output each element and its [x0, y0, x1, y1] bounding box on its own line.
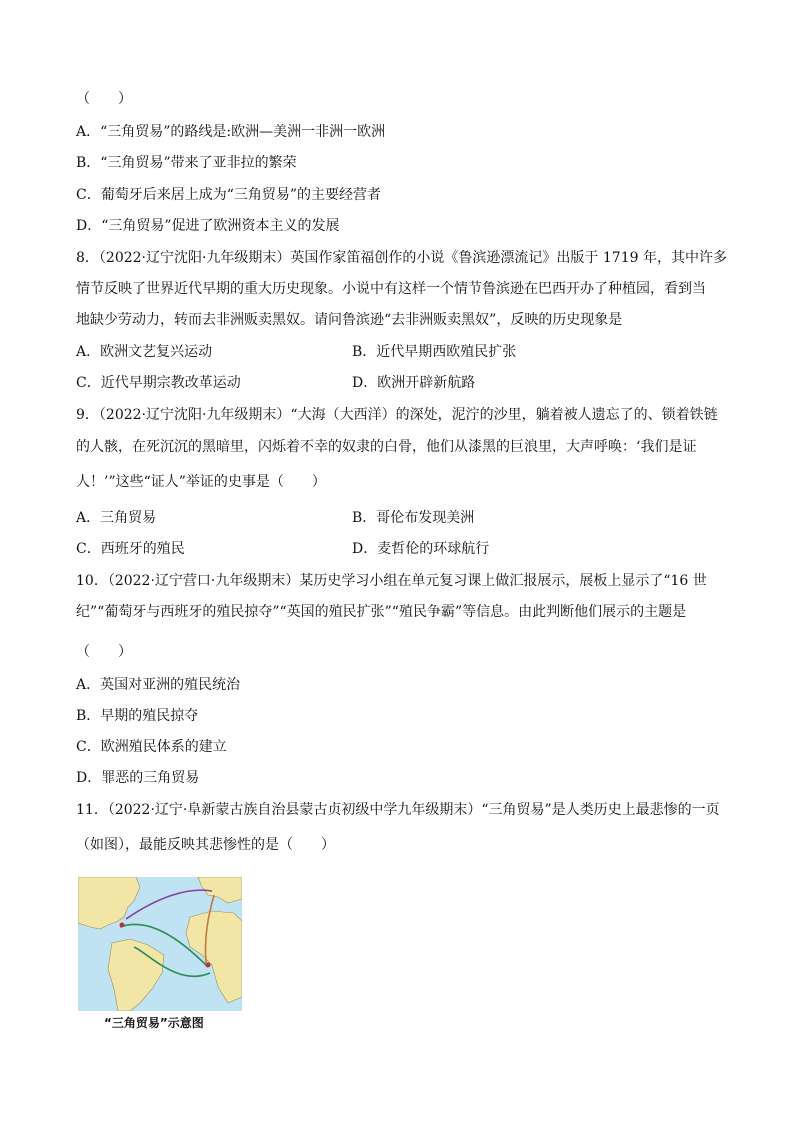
- q8-stem-line-1: 8．（2022·辽宁沈阳·九年级期末）英国作家笛福创作的小说《鲁滨逊漂流记》出版于 1719 年，其中许多: [76, 250, 727, 266]
- q10-option-c: C．欧洲殖民体系的建立: [76, 739, 227, 755]
- q11-stem-line-1: 11．（2022·辽宁·阜新蒙古族自治县蒙古贞初级中学九年级期末）“三角贸易”是人类历史上最悲惨的一页: [76, 802, 720, 818]
- q10-option-b: B．早期的殖民掠夺: [76, 708, 199, 724]
- q7-option-b: B．“三角贸易”带来了亚非拉的繁荣: [76, 155, 297, 171]
- q10-option-d: D．罪恶的三角贸易: [76, 770, 200, 786]
- q8-option-a: A．欧洲文艺复兴运动: [76, 344, 213, 360]
- q10-answer-paren: （ ）: [76, 644, 132, 660]
- q10-stem-line-2: 纪”“葡萄牙与西班牙的殖民掠夺”“英国的殖民扩张”“殖民争霸”等信息。由此判断他们展示的主题是: [76, 604, 687, 620]
- q7-option-c: C．葡萄牙后来居上成为“三角贸易”的主要经营者: [76, 187, 382, 203]
- q9-stem-line-1: 9．（2022·辽宁沈阳·九年级期末）“大海（大西洋）的深处，泥泞的沙里，躺着被人遗忘了的、锁着铁链: [76, 407, 718, 423]
- map-caption: “三角贸易”示意图: [104, 1016, 204, 1030]
- q11-stem-line-2: （如图），最能反映其悲惨性的是（ ）: [76, 837, 335, 853]
- q8-stem-line-3: 地缺少劳动力，转而去非洲贩卖黑奴。请问鲁滨逊“去非洲贩卖黑奴”，反映的历史现象是: [76, 312, 623, 328]
- q8-option-b: B．近代早期西欧殖民扩张: [352, 344, 517, 360]
- q10-option-a: A．英国对亚洲的殖民统治: [76, 677, 241, 693]
- q7-option-a: A．“三角贸易”的路线是:欧洲—美洲一非洲一欧洲: [76, 124, 386, 140]
- q9-option-c: C．西班牙的殖民: [76, 541, 185, 557]
- africa-port-marker: [206, 963, 211, 968]
- q7-answer-paren: （ ）: [76, 91, 132, 107]
- q9-option-d: D．麦哲伦的环球航行: [352, 541, 490, 557]
- triangle-trade-map: [78, 877, 242, 1011]
- q9-option-a: A．三角贸易: [76, 510, 157, 526]
- q8-stem-line-2: 情节反映了世界近代早期的重大历史现象。小说中有这样一个情节鲁滨逊在巴西开办了种植园，看到当: [76, 281, 706, 297]
- q8-option-d: D．欧洲开辟新航路: [352, 375, 476, 391]
- q10-stem-line-1: 10．（2022·辽宁营口·九年级期末）某历史学习小组在单元复习课上做汇报展示，展板上显示了“16 世: [76, 573, 707, 589]
- q9-stem-line-3: 人！’”这些“证人”举证的史事是（ ）: [76, 474, 326, 490]
- q9-option-b: B．哥伦布发现美洲: [352, 510, 475, 526]
- q8-option-c: C．近代早期宗教改革运动: [76, 375, 241, 391]
- q9-stem-line-2: 的人骸，在死沉沉的黑暗里，闪烁着不幸的奴隶的白骨，他们从漆黑的巨浪里，大声呼唤：‘我们是证: [76, 439, 697, 455]
- america-port-marker: [120, 923, 125, 928]
- triangle-trade-map-graphic: [78, 877, 242, 1011]
- q7-option-d: D．“三角贸易”促进了欧洲资本主义的发展: [76, 218, 340, 234]
